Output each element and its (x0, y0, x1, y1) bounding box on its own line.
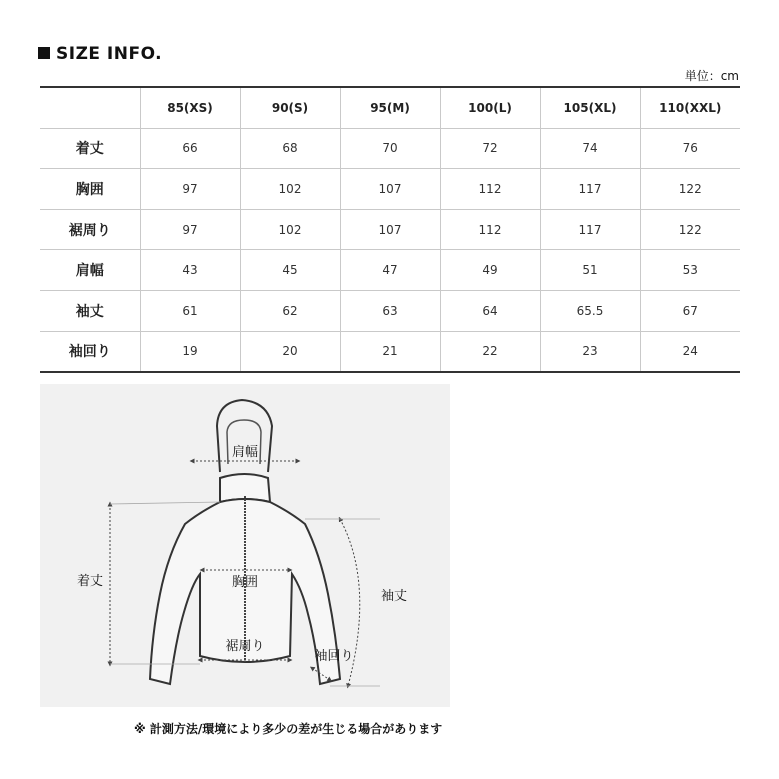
table-cell: 117 (540, 169, 640, 210)
table-cell: 64 (440, 290, 540, 331)
table-cell: 21 (340, 331, 440, 372)
column-header: 95(M) (340, 87, 440, 128)
hem-label: 裾周り (225, 639, 265, 654)
jacket-illustration (40, 384, 450, 707)
size-table (40, 86, 740, 373)
table-cell: 76 (640, 128, 740, 169)
table-cell: 107 (340, 209, 440, 250)
table-row (40, 250, 740, 291)
table-cell: 112 (440, 169, 540, 210)
table-cell: 117 (540, 209, 640, 250)
table-cell: 47 (340, 250, 440, 291)
table-row (40, 290, 740, 331)
row-header: 胸囲 (40, 169, 140, 210)
table-cell: 62 (240, 290, 340, 331)
table-cell: 63 (340, 290, 440, 331)
cuff-label: 袖回り (314, 649, 354, 664)
table-cell: 122 (640, 209, 740, 250)
table-cell: 61 (140, 290, 240, 331)
measurement-diagram (40, 384, 450, 707)
table-cell: 23 (540, 331, 640, 372)
length-label: 着丈 (76, 574, 104, 589)
section-title (38, 44, 162, 64)
sleeve-label: 袖丈 (380, 589, 408, 604)
table-cell: 97 (140, 169, 240, 210)
row-header: 袖回り (40, 331, 140, 372)
table-cell: 22 (440, 331, 540, 372)
table-cell: 53 (640, 250, 740, 291)
column-header: 110(XXL) (640, 87, 740, 128)
row-header: 肩幅 (40, 250, 140, 291)
table-cell: 97 (140, 209, 240, 250)
column-header: 85(XS) (140, 87, 240, 128)
column-header: 90(S) (240, 87, 340, 128)
row-header: 裾周り (40, 209, 140, 250)
table-cell: 65.5 (540, 290, 640, 331)
table-cell: 122 (640, 169, 740, 210)
table-cell: 68 (240, 128, 340, 169)
column-header: 100(L) (440, 87, 540, 128)
table-cell: 51 (540, 250, 640, 291)
table-cell: 20 (240, 331, 340, 372)
measurement-note: ※ 計測方法/環境により多少の差が生じる場合があります (134, 722, 443, 736)
table-cell: 107 (340, 169, 440, 210)
unit-label: 単位：cm (684, 69, 739, 83)
table-header-row (40, 87, 740, 128)
header-corner-cell (40, 87, 140, 128)
table-cell: 72 (440, 128, 540, 169)
section-title-text: SIZE INFO. (56, 44, 163, 64)
table-row (40, 169, 740, 210)
table-cell: 49 (440, 250, 540, 291)
row-header: 袖丈 (40, 290, 140, 331)
column-header: 105(XL) (540, 87, 640, 128)
table-cell: 19 (140, 331, 240, 372)
table-cell: 43 (140, 250, 240, 291)
table-cell: 24 (640, 331, 740, 372)
table-cell: 102 (240, 209, 340, 250)
table-row (40, 209, 740, 250)
table-cell: 67 (640, 290, 740, 331)
table-cell: 102 (240, 169, 340, 210)
table-cell: 74 (540, 128, 640, 169)
chest-label: 胸囲 (231, 575, 259, 590)
shoulder-label: 肩幅 (231, 445, 259, 460)
table-row (40, 128, 740, 169)
table-row (40, 331, 740, 372)
table-cell: 45 (240, 250, 340, 291)
row-header: 着丈 (40, 128, 140, 169)
table-cell: 112 (440, 209, 540, 250)
square-bullet-icon (38, 47, 50, 59)
table-cell: 66 (140, 128, 240, 169)
table-cell: 70 (340, 128, 440, 169)
